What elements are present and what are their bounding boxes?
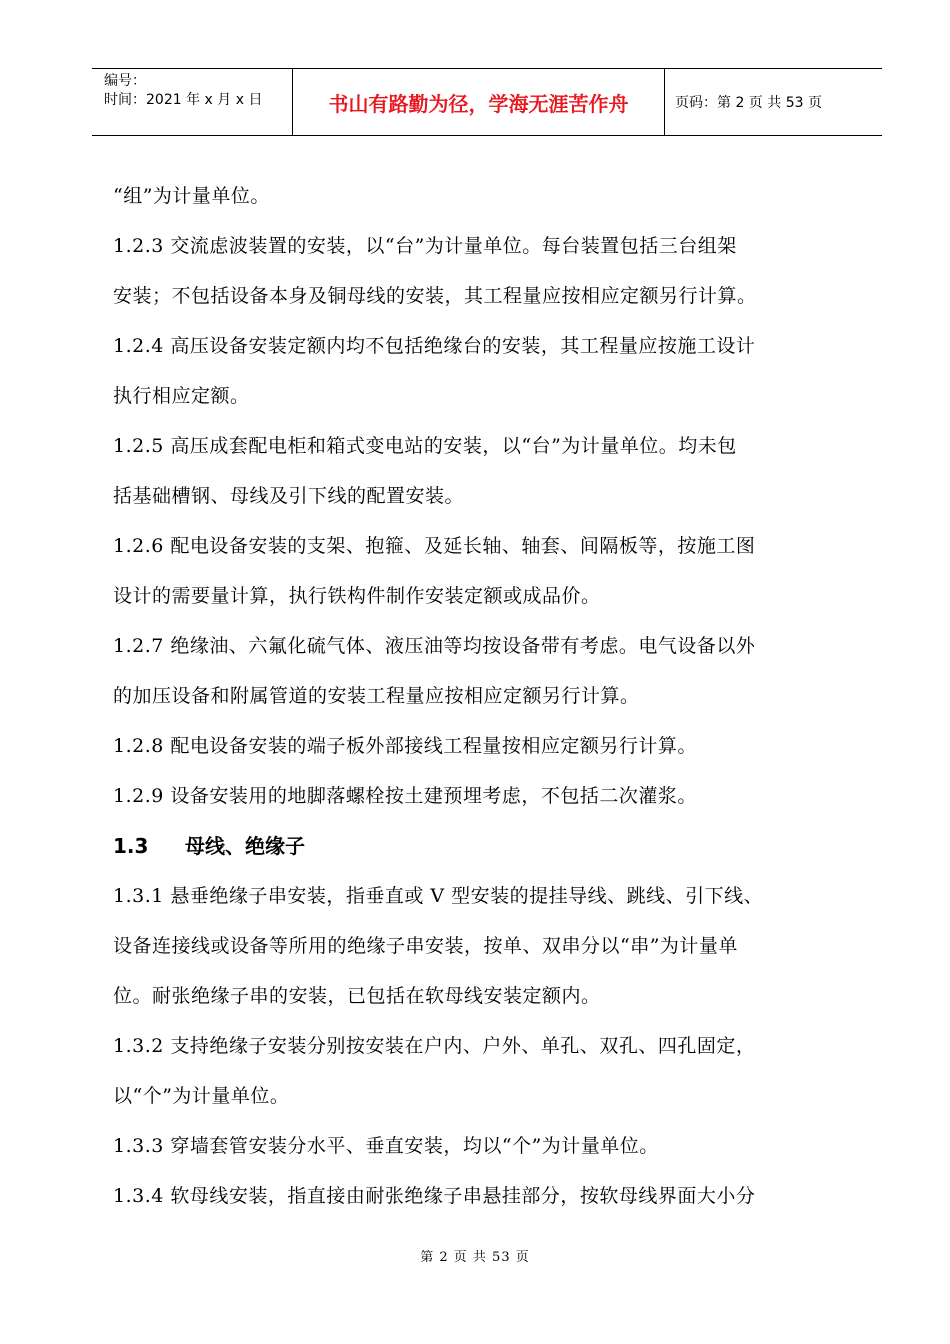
body-line: 安装；不包括设备本身及铜母线的安装，其工程量应按相应定额另行计算。 (113, 285, 757, 307)
section-number: 1.3 (113, 834, 149, 858)
header-motto: 书山有路勤为径，学海无涯苦作舟 (292, 69, 665, 135)
body-line: 1.3.3 穿墙套管安装分水平、垂直安装，均以“个”为计量单位。 (113, 1135, 659, 1157)
body-line: 位。耐张绝缘子串的安装，已包括在软母线安装定额内。 (113, 985, 601, 1007)
header-meta (92, 69, 292, 135)
body-line: 1.3.4 软母线安装，指直接由耐张绝缘子串悬挂部分，按软母线界面大小分 (113, 1185, 756, 1207)
body-line: 1.2.9 设备安装用的地脚落螺栓按土建预埋考虑，不包括二次灌浆。 (113, 785, 697, 807)
body-line: 1.2.5 高压成套配电柜和箱式变电站的安装，以“台”为计量单位。均未包 (113, 435, 737, 457)
body-line: 括基础槽钢、母线及引下线的配置安装。 (113, 485, 465, 507)
section-title: 母线、绝缘子 (185, 834, 305, 858)
body-line: 1.2.8 配电设备安装的端子板外部接线工程量按相应定额另行计算。 (113, 735, 697, 757)
header-page-info: 页码：第 2 页 共 53 页 (675, 95, 822, 111)
body-line: 1.3.2 支持绝缘子安装分别按安装在户内、户外、单孔、双孔、四孔固定， (113, 1035, 756, 1057)
document-body (113, 171, 863, 1221)
body-line: 1.2.6 配电设备安装的支架、抱箍、及延长轴、轴套、间隔板等，按施工图 (113, 535, 756, 557)
page-header (92, 68, 882, 136)
body-line: 1.2.3 交流虑波装置的安装，以“台”为计量单位。每台装置包括三台组架 (113, 235, 737, 257)
body-line: 设备连接线或设备等所用的绝缘子串安装，按单、双串分以“串”为计量单 (113, 935, 738, 957)
body-line: “组”为计量单位。 (113, 185, 270, 207)
body-line: 执行相应定额。 (113, 385, 250, 407)
body-line: 1.2.4 高压设备安装定额内均不包括绝缘台的安装，其工程量应按施工设计 (113, 335, 756, 357)
code-label: 编号： (104, 73, 146, 89)
page-footer: 第 2 页 共 53 页 (420, 1250, 530, 1265)
body-line: 1.3.1 悬垂绝缘子串安装，指垂直或 V 型安装的提挂导线、跳线、引下线、 (113, 885, 764, 907)
body-line: 设计的需要量计算，执行铁构件制作安装定额或成品价。 (113, 585, 601, 607)
body-line: 以“个”为计量单位。 (113, 1085, 290, 1107)
time-label: 时间：2021 年 x 月 x 日 (104, 92, 263, 108)
section-heading (113, 821, 863, 871)
body-line: 1.2.7 绝缘油、六氟化硫气体、液压油等均按设备带有考虑。电气设备以外 (113, 635, 756, 657)
body-line: 的加压设备和附属管道的安装工程量应按相应定额另行计算。 (113, 685, 640, 707)
